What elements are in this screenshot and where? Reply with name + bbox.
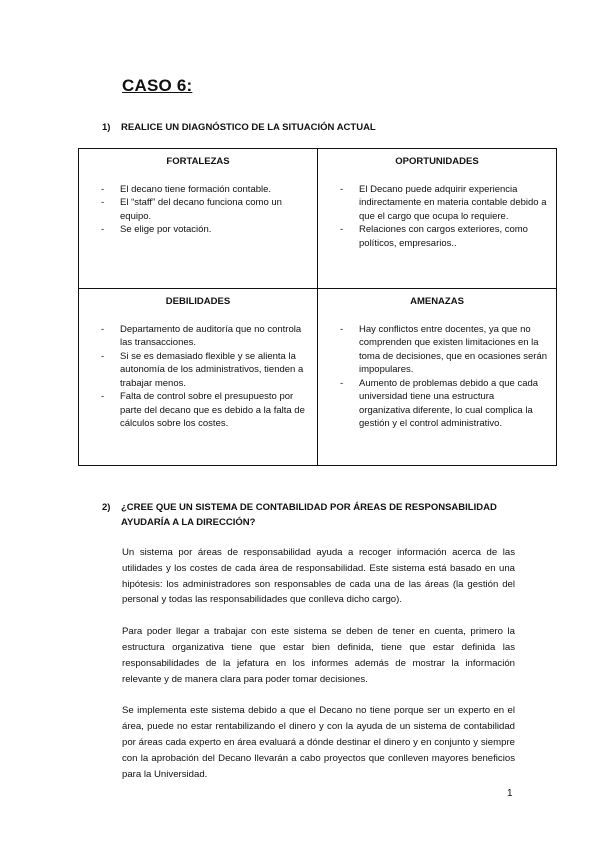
paragraph: Para poder llegar a trabajar con este sistema se deben de tener en cuenta, primero la estructura organizativa tiene que estar bien definida, tiene que estar definida las responsabilidades de la jefatura en los informes además de mostrar la información relevante y de manera clara para poder tomar decisiones. xyxy=(122,626,515,685)
list-item: - Se elige por votación. xyxy=(87,223,309,237)
amenazas-title: AMENAZAS xyxy=(410,296,464,307)
question-1-text: REALICE UN DIAGNÓSTICO DE LA SITUACIÓN ACTUAL xyxy=(121,122,376,133)
debilidades-title: DEBILIDADES xyxy=(165,296,231,307)
list-item: - Aumento de problemas debido a que cada universidad tiene una estructura organizativa diferente, lo cual complica la gestión y el control administrativo. xyxy=(326,377,548,431)
list-item: - El Decano puede adquirir experiencia indirectamente en materia contable debido a que el cargo que ocupa lo requiere. xyxy=(326,183,548,224)
question-1-number: 1) xyxy=(102,122,111,133)
question-1-heading xyxy=(102,120,376,135)
amenazas-cell xyxy=(318,289,557,466)
list-item: - Falta de control sobre el presupuesto por parte del decano que es debido a la falta de cálculos sobre los costes. xyxy=(87,390,309,431)
question-2-text-line-2: AYUDARÍA A LA DIRECCIÓN? xyxy=(121,517,256,528)
debilidades-list xyxy=(87,323,309,431)
list-item: - Hay conflictos entre docentes, ya que no comprenden que existen limitaciones en la toma de decisiones, que en ocasiones serán impopulares. xyxy=(326,323,548,377)
fortalezas-cell xyxy=(79,149,318,289)
fortalezas-title: FORTALEZAS xyxy=(166,156,230,167)
paragraph: Un sistema por áreas de responsabilidad ayuda a recoger información acerca de las utilidades y los costes de cada área de responsabilidad. Este sistema está basado en una hipótesis: los administradores son responsables de cada una de las áreas (la gestión del personal y todas las responsabilidades que conlleva dicho cargo). xyxy=(122,547,515,606)
oportunidades-cell xyxy=(318,149,557,289)
oportunidades-list xyxy=(326,183,548,251)
oportunidades-title: OPORTUNIDADES xyxy=(395,156,479,167)
debilidades-cell xyxy=(79,289,318,466)
list-item: - Departamento de auditoría que no controla las transacciones. xyxy=(87,323,309,350)
paragraph: Se implementa este sistema debido a que el Decano no tiene porque ser un experto en el área, puede no estar rentabilizando el dinero y con la ayuda de un sistema de contabilidad por áreas cada experto en área evaluará a dónde destinar el dinero y en conjunto y siempre con la aprobación del Decano llevarán a cabo proyectos que conlleven mayores beneficios para la Universidad. xyxy=(122,705,515,780)
answer-body xyxy=(122,545,515,798)
list-item: - El “staff” del decano funciona como un equipo. xyxy=(87,196,309,223)
amenazas-list xyxy=(326,323,548,431)
question-2-text-line-1: ¿CREE QUE UN SISTEMA DE CONTABILIDAD POR ÁREAS DE RESPONSABILIDAD xyxy=(121,502,497,513)
case-title: CASO 6: xyxy=(122,76,193,95)
page-number: 1 xyxy=(507,788,513,799)
list-item: - Si se es demasiado flexible y se alienta la autonomía de los administrativos, tienden a trabajar menos. xyxy=(87,350,309,391)
question-2-number: 2) xyxy=(102,502,111,513)
list-item: - Relaciones con cargos exteriores, como políticos, empresarios.. xyxy=(326,223,548,250)
fortalezas-list xyxy=(87,183,309,237)
list-item: - El decano tiene formación contable. xyxy=(87,183,309,197)
question-2-heading xyxy=(102,500,522,530)
swot-table xyxy=(78,148,557,466)
